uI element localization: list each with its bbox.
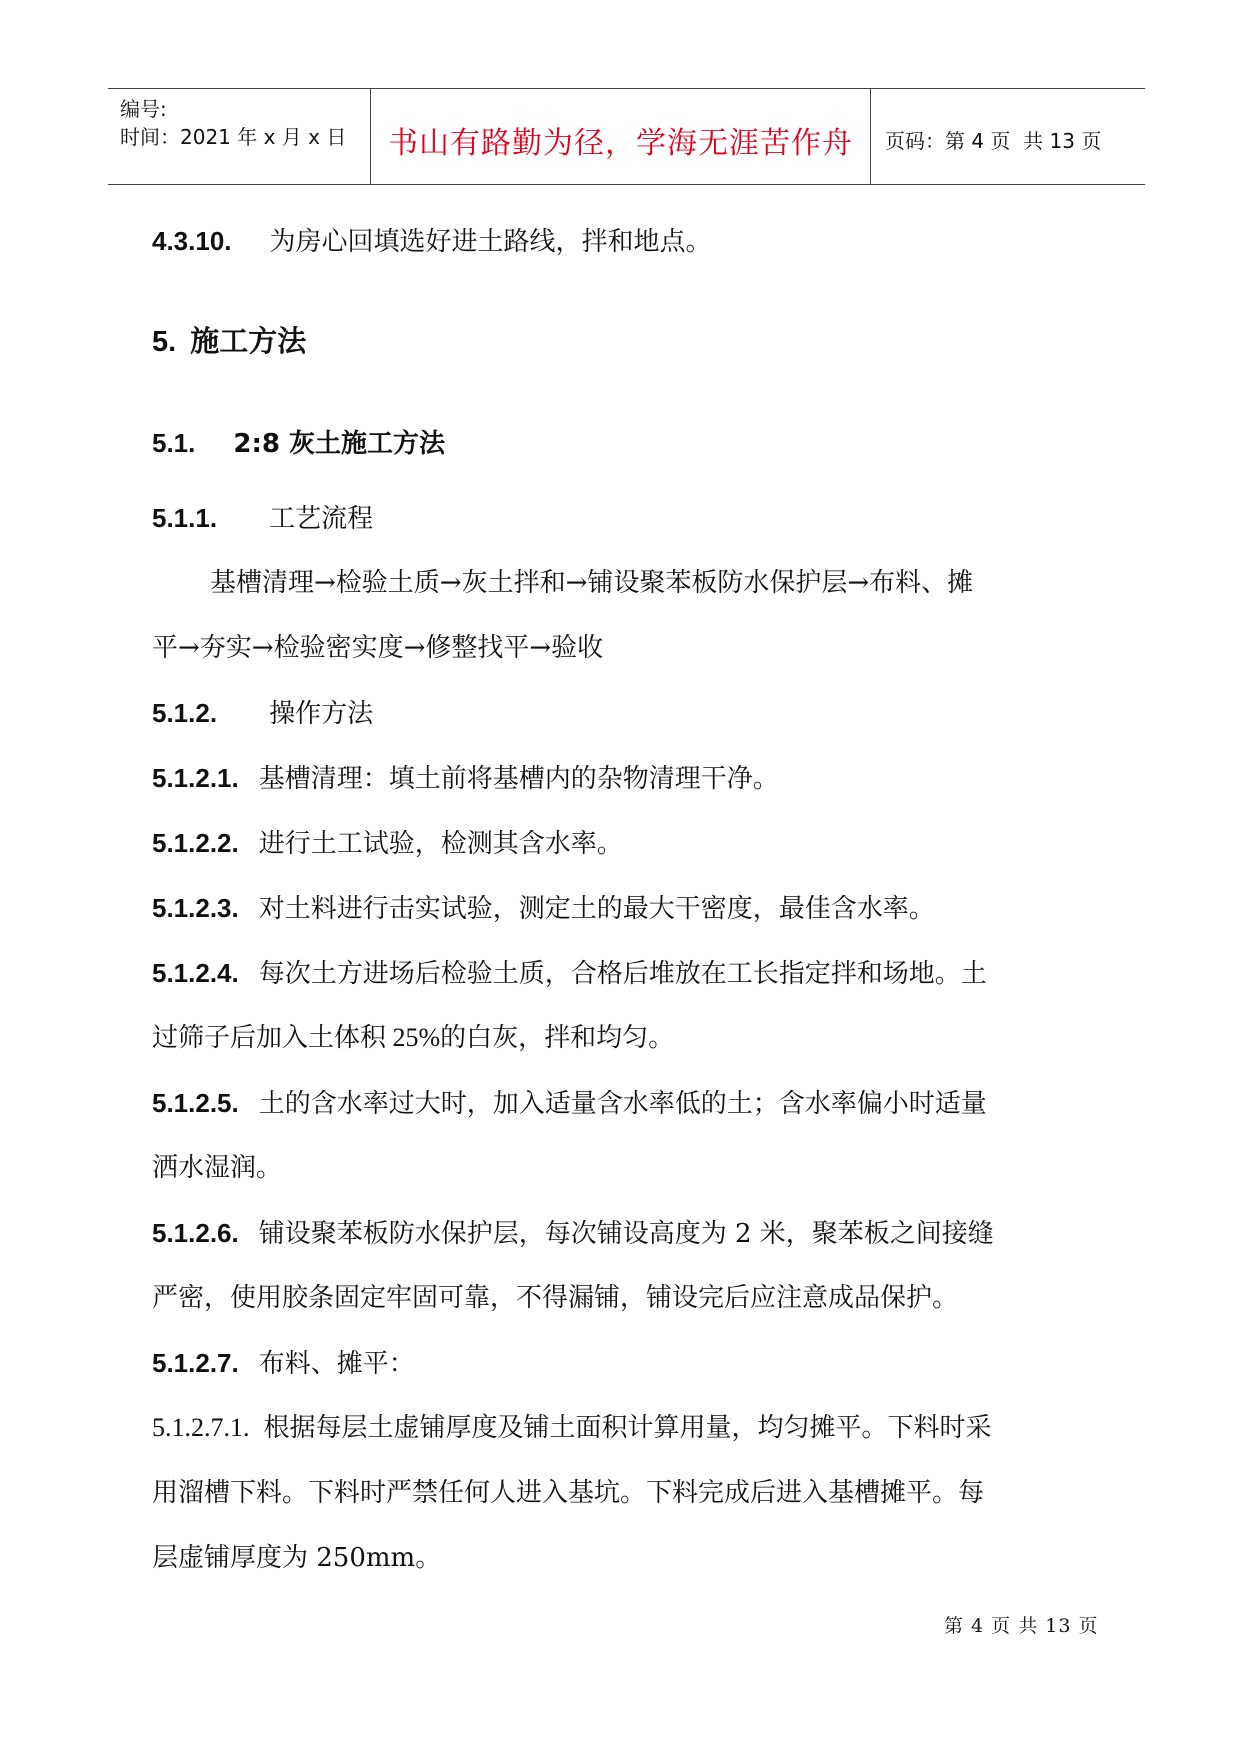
clause-5-1-2 <box>152 696 373 731</box>
clause-text: 操作方法 <box>269 699 374 729</box>
clause-number: 5.1.2.6. <box>152 1218 239 1248</box>
clause-text: 每次土方进场后检验土质，合格后堆放在工长指定拌和场地。土 <box>258 959 987 989</box>
header-motto: 书山有路勤为径，学海无涯苦作舟 <box>371 89 871 184</box>
clause-5-1-2-3 <box>152 891 935 926</box>
section-title: 2:8 灰土施工方法 <box>233 429 446 459</box>
time-label: 时间：2021 年 x 月 x 日 <box>120 125 347 149</box>
clause-number: 5.1.2. <box>152 698 218 728</box>
clause-text: 土的含水率过大时，加入适量含水率低的土；含水率偏小时适量 <box>258 1089 987 1119</box>
clause-5-1-2-2 <box>152 826 623 861</box>
clause-number: 4.3.10. <box>152 226 232 256</box>
clause-text: 铺设聚苯板防水保护层，每次铺设高度为 2 米，聚苯板之间接缝 <box>258 1219 994 1249</box>
clause-text: 为房心回填选好进土路线，拌和地点。 <box>269 227 712 257</box>
clause-text: 工艺流程 <box>269 504 374 534</box>
clause-text: 进行土工试验，检测其含水率。 <box>258 829 623 859</box>
clause-5-1-2-6-cont: 严密，使用胶条固定牢固可靠，不得漏铺，铺设完后应注意成品保护。 <box>152 1283 959 1313</box>
clause-5-1-2-6 <box>152 1216 994 1251</box>
clause-5-1-2-1 <box>152 761 779 796</box>
clause-4-3-10 <box>152 224 712 259</box>
flow-line-1: 基槽清理→检验土质→灰土拌和→铺设聚苯板防水保护层→布料、摊 <box>210 568 974 598</box>
section-heading-5 <box>152 324 306 359</box>
clause-number: 5.1.2.5. <box>152 1088 239 1118</box>
clause-text: 对土料进行击实试验，测定土的最大干密度，最佳含水率。 <box>258 894 935 924</box>
clause-5-1-2-5 <box>152 1086 987 1121</box>
clause-text: 根据每层土虚铺厚度及铺土面积计算用量，均匀摊平。下料时采 <box>263 1413 992 1443</box>
clause-5-1-2-7-1-cont1: 用溜槽下料。下料时严禁任何人进入基坑。下料完成后进入基槽摊平。每 <box>152 1478 985 1508</box>
clause-5-1-2-7-1 <box>152 1411 992 1445</box>
clause-5-1-2-7 <box>152 1346 415 1381</box>
section-number: 5.1. <box>152 428 196 458</box>
clause-number: 5.1.2.4. <box>152 958 239 988</box>
section-title: 施工方法 <box>190 324 307 358</box>
section-number: 5. <box>152 326 177 358</box>
section-heading-5-1 <box>152 426 445 461</box>
page-header <box>108 88 1145 185</box>
clause-number: 5.1.2.7.1. <box>152 1413 250 1442</box>
clause-number: 5.1.2.3. <box>152 893 239 923</box>
clause-number: 5.1.2.7. <box>152 1348 239 1378</box>
clause-5-1-2-4-cont: 过筛子后加入土体积 25%的白灰，拌和均匀。 <box>152 1023 675 1052</box>
page-footer: 第 4 页 共 13 页 <box>944 1615 1099 1637</box>
clause-number: 5.1.2.1. <box>152 763 239 793</box>
serial-label: 编号: <box>120 97 167 121</box>
clause-5-1-2-4 <box>152 956 987 991</box>
header-page-info: 页码：第 4 页 共 13 页 <box>885 129 1102 153</box>
clause-text: 布料、摊平： <box>258 1349 415 1379</box>
flow-line-2: 平→夯实→检验密实度→修整找平→验收 <box>152 633 604 663</box>
clause-number: 5.1.2.2. <box>152 828 239 858</box>
clause-5-1-2-7-1-cont2: 层虚铺厚度为 250mm。 <box>152 1543 442 1573</box>
clause-5-1-2-5-cont: 洒水湿润。 <box>152 1153 283 1183</box>
header-meta <box>108 89 371 184</box>
clause-5-1-1 <box>152 501 373 536</box>
clause-text: 基槽清理：填土前将基槽内的杂物清理干净。 <box>258 764 779 794</box>
clause-number: 5.1.1. <box>152 503 218 533</box>
